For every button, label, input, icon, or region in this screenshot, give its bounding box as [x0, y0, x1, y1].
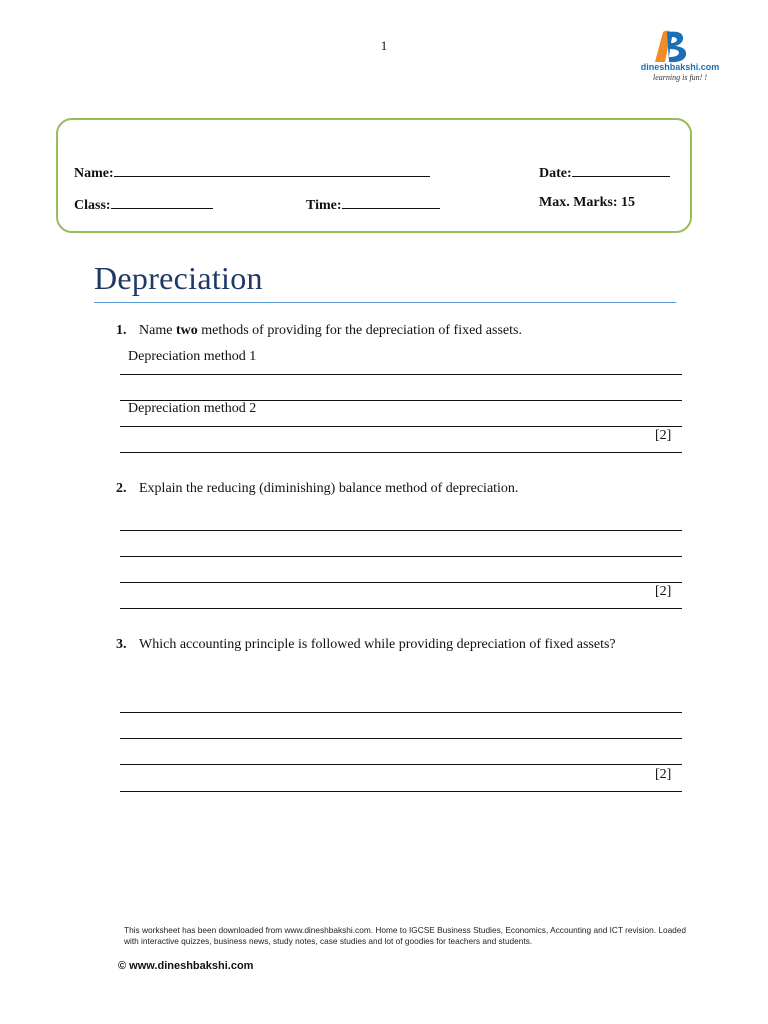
title-underline — [94, 302, 676, 303]
question-1-number: 1. — [116, 323, 127, 338]
answer-line — [120, 530, 682, 531]
class-blank — [111, 195, 213, 209]
question-1-text: Name two methods of providing for the depreciation of fixed assets. — [139, 323, 522, 338]
page-number: 1 — [380, 38, 388, 53]
site-logo — [640, 28, 720, 88]
worksheet-title: Depreciation — [94, 260, 263, 296]
name-field — [74, 163, 430, 182]
name-label: Name: — [74, 166, 114, 181]
question-1-method-2-label: Depreciation method 2 — [128, 401, 257, 416]
answer-line — [120, 764, 682, 765]
date-label: Date: — [539, 166, 572, 181]
question-1-marks: [2] — [655, 428, 672, 443]
logo-tagline: learning is fun! ! — [653, 73, 707, 82]
date-field — [539, 163, 670, 182]
question-2-text: Explain the reducing (diminishing) balance method of depreciation. — [139, 481, 519, 496]
date-blank — [572, 163, 670, 177]
footer-note: This worksheet has been downloaded from www.dineshbakshi.com. Home to IGCSE Business Studies, Economics, Accounting and ICT revision. Loaded with interactive quizzes, business news, study notes, case studies and lot of goodies for teachers and students. — [124, 925, 687, 946]
question-3-number: 3. — [116, 637, 127, 652]
question-3-text: Which accounting principle is followed while providing depreciation of fixed assets? — [139, 637, 616, 652]
answer-line — [120, 374, 682, 375]
class-label: Class: — [74, 198, 111, 213]
name-blank — [114, 163, 430, 177]
question-2-marks: [2] — [655, 584, 672, 599]
time-label: Time: — [306, 198, 342, 213]
answer-line — [120, 791, 682, 792]
answer-line — [120, 452, 682, 453]
class-field — [74, 195, 213, 214]
answer-line — [120, 738, 682, 739]
footer-copyright: © www.dineshbakshi.com — [118, 960, 254, 972]
time-blank — [342, 195, 440, 209]
student-info-box — [56, 118, 692, 233]
answer-line — [120, 608, 682, 609]
question-1-method-1-label: Depreciation method 1 — [128, 349, 257, 364]
time-field — [306, 195, 440, 214]
answer-line — [120, 426, 682, 427]
answer-line — [120, 556, 682, 557]
max-marks: Max. Marks: 15 — [539, 195, 636, 210]
question-3-marks: [2] — [655, 767, 672, 782]
logo-b-icon — [649, 28, 695, 64]
answer-line — [120, 582, 682, 583]
logo-site-name: dineshbakshi.com — [640, 62, 720, 72]
question-2-number: 2. — [116, 481, 127, 496]
answer-line — [120, 712, 682, 713]
